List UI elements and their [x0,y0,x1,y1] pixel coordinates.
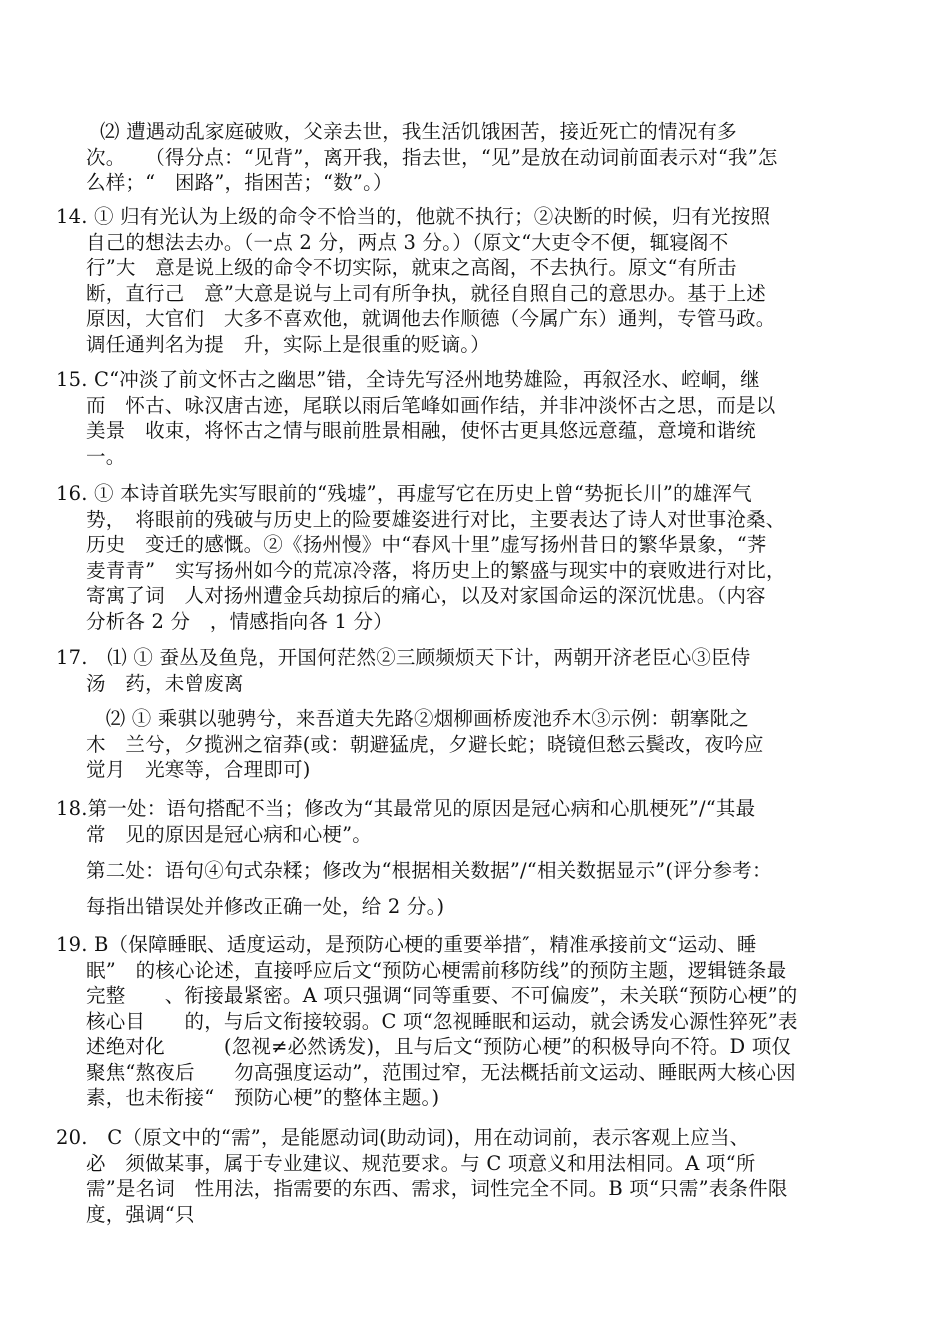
text-line: 分析各 2 分 ，情感指向各 1 分） [86,609,393,633]
text-line: 美景 收束，将怀古之情与眼前胜景相融，使怀古更具悠远意蕴，意境和谐统 [86,419,756,442]
text-line: 必 须做某事，属于专业建议、规范要求。与 C 项意义和用法相同。A 项“所 [86,1151,756,1175]
text-line: 素，也未衔接“ 预防心梗”的整体主题。) [86,1086,440,1109]
text-line: 原因，大官们 大多不喜欢他，就调他去作顺德（今属广东）通判，专管马政。 [86,307,776,330]
answer-q15 [56,367,876,469]
text-line: ⑵ ① 乘骐以驰骋兮，来吾道夫先路②烟柳画桥废池乔木③示例：朝搴阰之 [86,707,749,730]
text-line: 聚焦“熬夜后 勿高强度运动”，范围过窄，无法概括前文运动、睡眠两大核心因 [86,1060,796,1084]
answer-q18 [56,796,876,847]
text-line: 汤 药，未曾废离 [86,671,244,695]
text-line: 18.第一处：语句搭配不当；修改为“其最常见的原因是冠心病和心肌梗死”/“其最 [56,797,756,820]
answer-q20 [56,1125,876,1227]
text-line: 断，直行己 意”大意是说与上司有所争执，就径自照自己的意思办。基于上述 [86,281,766,305]
text-line: 每指出错误处并修改正确一处，给 2 分。) [86,895,445,918]
text-line: 17. ⑴ ① 蚕丛及鱼凫，开国何茫然②三顾频烦天下计，两朝开济老臣心③臣侍 [56,646,751,669]
text-line: 寄寓了词 人对扬州遭金兵劫掠后的痛心，以及对家国命运的深沉忧患。（内容 [86,584,766,607]
answer-q17-part2 [86,706,876,783]
text-line: 核心目 的，与后文衔接较弱。C 项“忽视睡眠和运动，就会诱发心源性猝死”表 [86,1009,798,1033]
text-line: 而 怀古、咏汉唐古迹，尾联以雨后笔峰如画作结，并非冲淡怀古之思，而是以 [86,393,776,417]
text-line: 眠” 的核心论述，直接呼应后文“预防心梗需前移防线”的预防主题，逻辑链条最 [86,958,787,982]
text-line: 木 兰兮，夕揽洲之宿莽(或：朝避猛虎，夕避长蛇；晓镜但愁云鬓改，夜吟应 [86,732,764,756]
text-line: 历史 变迁的感慨。②《扬州慢》中“春风十里”虚写扬州昔日的繁华景象，“荠 [86,533,767,556]
text-line: 16. ① 本诗首联先实写眼前的“残墟”，再虚写它在历史上曾“势扼长川”的雄浑气 [56,482,752,505]
text-line: 势， 将眼前的残破与历史上的险要雄姿进行对比，主要表达了诗人对世事沧桑、 [86,507,786,531]
text-line: 常 见的原因是冠心病和心梗”。 [86,822,372,846]
text-line: 自己的想法去办。（一点 2 分，两点 3 分。）（原文“大吏令不便，辄寝阁不 [86,230,729,254]
text-line: 14. ① 归有光认为上级的命令不恰当的，他就不执行；②决断的时候，归有光按照 [56,205,771,228]
text-line: 需”是名词 性用法，指需要的东西、需求，词性完全不同。B 项“只需”表条件限 [86,1177,788,1200]
text-line: 第二处：语句④句式杂糅；修改为“根据相关数据”/“相关数据显示”(评分参考： [86,859,772,882]
answer-q14 [56,204,876,357]
text-line: 么样；“ 困路”，指困苦；“数”。） [86,171,393,194]
text-line: 度，强调“只 [86,1202,195,1226]
text-line: 行”大 意是说上级的命令不切实际，就束之高阁，不去执行。原文“有所击 [86,256,737,279]
answer-q17-part1 [56,645,876,696]
text-line: 20. C（原文中的“需”，是能愿动词(助动词)，用在动词前，表示客观上应当、 [56,1126,750,1149]
answer-q18-scoring [86,894,876,920]
text-line: 次。 （得分点：“见背”，离开我，指去世，“见”是放在动词前面表示对“我”怎 [86,145,778,169]
text-line: 述绝对化 (忽视≠必然诱发)，且与后文“预防心梗”的积极导向不符。D 项仅 [86,1035,792,1058]
text-line: 调任通判名为提 升，实际上是很重的贬谪。） [86,332,490,356]
text-line: 完整 、衔接最紧密。A 项只强调“同等重要、不可偏废”，未关联“预防心梗”的 [86,984,798,1007]
text-line: 觉月 光寒等，合理即可) [86,758,311,781]
answer-q18-second [86,858,876,884]
answer-q16 [56,481,876,634]
text-line: ⑵ 遭遇动乱家庭破败，父亲去世，我生活饥饿困苦，接近死亡的情况有多 [100,120,737,143]
answer-q19 [56,932,876,1111]
text-line: 麦青青” 实写扬州如今的荒凉冷落，将历史上的繁盛与现实中的衰败进行对比， [86,558,786,582]
text-line: 19. B（保障睡眠、适度运动，是预防心梗的重要举措″，精准承接前文“运动、睡 [56,933,757,956]
answer-q13-part2 [86,119,876,196]
text-line: 一。 [86,444,126,468]
text-line: 15. C“冲淡了前文怀古之幽思”错，全诗先写泾州地势雄险，再叙泾水、崆峒，继 [56,368,760,391]
